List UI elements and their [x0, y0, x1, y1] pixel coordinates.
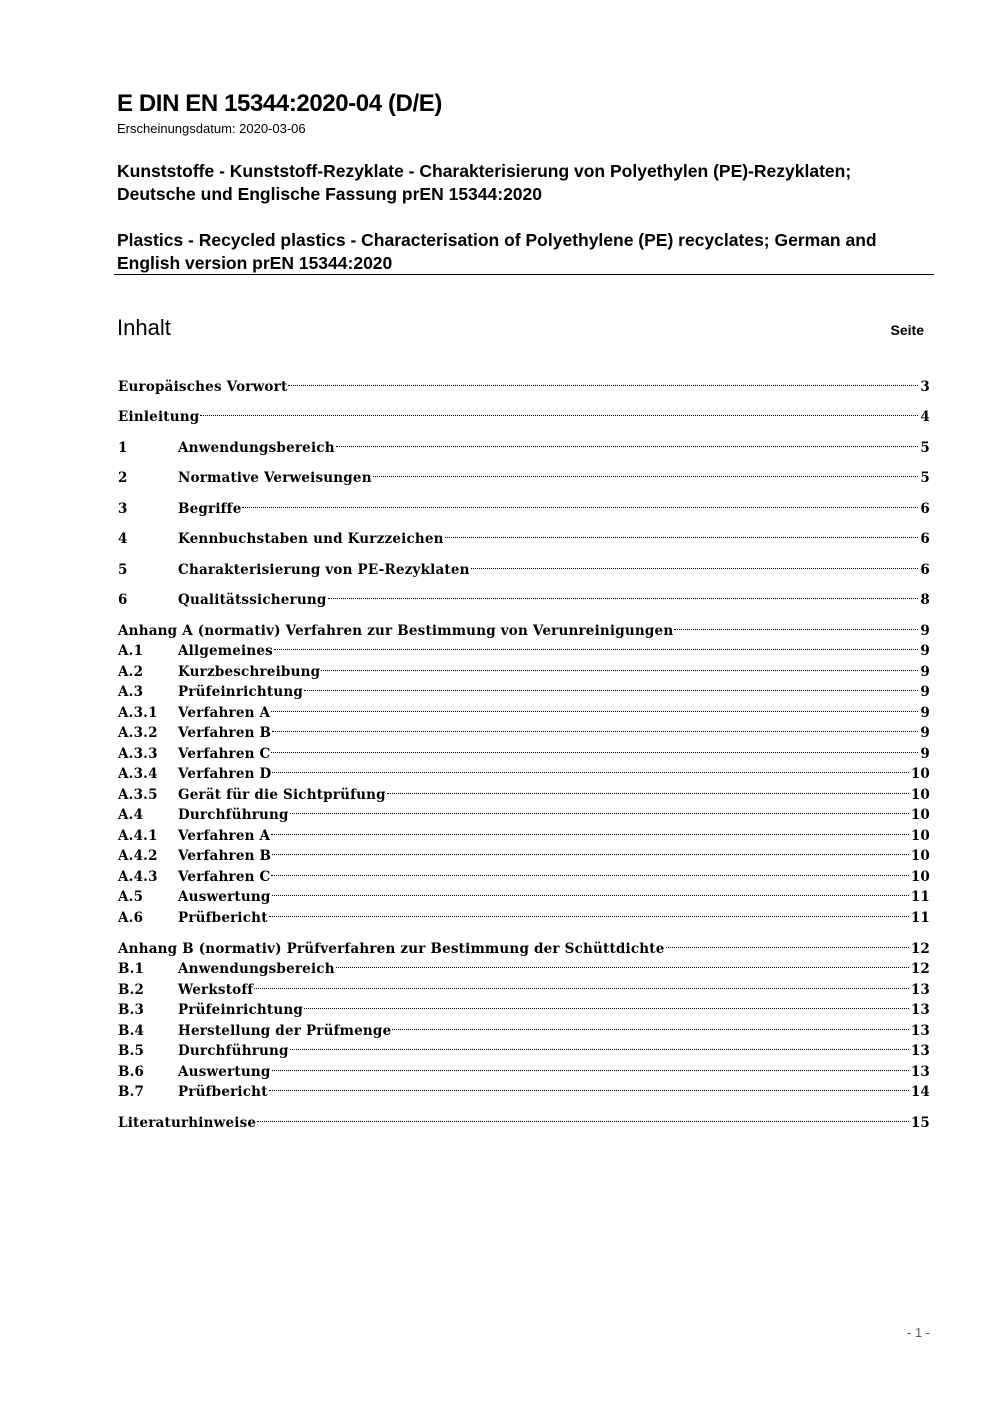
toc-entry-number: A.3.3: [118, 746, 158, 762]
toc-entry-title: Verfahren B: [178, 848, 272, 864]
toc-entry-title: Charakterisierung von PE-Rezyklaten: [178, 562, 470, 578]
toc-entry[interactable]: [118, 676, 930, 700]
toc-dot-leader: [254, 974, 909, 994]
toc-dot-leader: [242, 493, 919, 513]
toc-entry-page: 4: [920, 409, 930, 425]
toc-entry-number: B.5: [118, 1043, 145, 1059]
toc-dot-leader: [272, 840, 910, 860]
toc-dot-leader: [288, 371, 919, 391]
toc-entry-number: B.6: [118, 1064, 145, 1080]
toc-dot-leader: [271, 820, 910, 840]
toc-entry-title: Auswertung: [178, 1064, 271, 1080]
toc-entry-page: 12: [910, 941, 930, 957]
toc-entry-number: 4: [118, 531, 128, 547]
toc-entry-title: Gerät für die Sichtprüfung: [178, 787, 386, 803]
toc-entry[interactable]: [118, 902, 930, 926]
toc-dot-leader: [373, 462, 920, 482]
toc-entry-number: B.4: [118, 1023, 145, 1039]
toc-entry-title: Anwendungsbereich: [178, 440, 335, 456]
toc-entry-page: 15: [910, 1115, 930, 1131]
toc-entry[interactable]: [118, 994, 930, 1018]
toc-dot-leader: [674, 615, 919, 635]
toc-entry-title: Herstellung der Prüfmenge: [178, 1023, 392, 1039]
toc-entry[interactable]: [118, 974, 930, 998]
toc-dot-leader: [471, 554, 920, 574]
toc-entry[interactable]: [118, 401, 930, 425]
toc-entry-title: Prüfbericht: [178, 1084, 268, 1100]
toc-entry[interactable]: [118, 717, 930, 741]
publication-date: Erscheinungsdatum: 2020-03-06: [117, 121, 306, 136]
toc-dot-leader: [271, 738, 919, 758]
toc-entry-page: 13: [910, 1064, 930, 1080]
toc-entry[interactable]: [118, 1035, 930, 1059]
toc-entry-number: B.2: [118, 982, 145, 998]
toc-entry-title: Anwendungsbereich: [178, 961, 335, 977]
toc-entry[interactable]: [118, 635, 930, 659]
toc-entry-number: A.6: [118, 910, 144, 926]
toc-entry[interactable]: [118, 953, 930, 977]
toc-dot-leader: [257, 1107, 910, 1127]
toc-entry-title: Einleitung: [118, 409, 200, 425]
toc-entry-page: 10: [910, 848, 930, 864]
toc-entry-page: 9: [920, 623, 930, 639]
toc-entry-page: 12: [910, 961, 930, 977]
toc-entry[interactable]: [118, 615, 930, 639]
toc-dot-leader: [290, 1035, 910, 1055]
toc-entry[interactable]: [118, 523, 930, 547]
toc-entry-number: 3: [118, 501, 128, 517]
toc-entry-number: A.4: [118, 807, 144, 823]
toc-entry[interactable]: [118, 1015, 930, 1039]
toc-entry-page: 9: [920, 684, 930, 700]
toc-entry-number: A.3.5: [118, 787, 158, 803]
toc-dot-leader: [445, 523, 920, 543]
toc-entry-page: 6: [920, 501, 930, 517]
toc-entry-page: 13: [910, 1043, 930, 1059]
toc-entry-title: Anhang A (normativ) Verfahren zur Bestimmung von Verunreinigungen: [118, 623, 674, 639]
toc-entry-title: Verfahren A: [178, 828, 271, 844]
toc-entry-number: A.3.1: [118, 705, 158, 721]
toc-entry-page: 5: [920, 440, 930, 456]
toc-entry-page: 8: [920, 592, 930, 608]
toc-entry-page: 3: [920, 379, 930, 395]
toc-entry-page: 13: [910, 1002, 930, 1018]
toc-dot-leader: [269, 902, 910, 922]
toc-entry-number: 5: [118, 562, 128, 578]
toc-entry[interactable]: [118, 779, 930, 803]
document-id: E DIN EN 15344:2020-04 (D/E): [117, 90, 442, 117]
toc-entry[interactable]: [118, 738, 930, 762]
toc-dot-leader: [304, 676, 919, 696]
toc-entry-number: A.5: [118, 889, 144, 905]
toc-dot-leader: [271, 697, 919, 717]
toc-entry-title: Prüfbericht: [178, 910, 268, 926]
toc-dot-leader: [304, 994, 910, 1014]
toc-entry-page: 13: [910, 982, 930, 998]
toc-entry-title: Auswertung: [178, 889, 271, 905]
title-divider: [114, 274, 934, 275]
toc-entry-page: 9: [920, 705, 930, 721]
toc-dot-leader: [666, 933, 910, 953]
title-german: Kunststoffe - Kunststoff-Rezyklate - Charakterisierung von Polyethylen (PE)-Rezyklaten; Deutsche und Englische Fassung prEN 15344:2020: [117, 161, 852, 204]
toc-entry-title: Verfahren D: [178, 766, 272, 782]
toc-dot-leader: [274, 635, 919, 655]
toc-entry-number: A.2: [118, 664, 144, 680]
toc-dot-leader: [271, 861, 909, 881]
toc-entry-number: A.4.1: [118, 828, 158, 844]
toc-entry[interactable]: [118, 493, 930, 517]
toc-entry-number: 2: [118, 470, 128, 486]
toc-page-column-label: Seite: [890, 322, 924, 338]
toc-entry-page: 11: [910, 889, 930, 905]
toc-entry-title: Anhang B (normativ) Prüfverfahren zur Bestimmung der Schüttdichte: [118, 941, 665, 957]
toc-entry-title: Verfahren B: [178, 725, 272, 741]
toc-entry-number: A.1: [118, 643, 144, 659]
toc-entry-number: A.3.2: [118, 725, 158, 741]
toc-entry-title: Begriffe: [178, 501, 242, 517]
toc-dot-leader: [392, 1015, 909, 1035]
toc-entry-number: B.1: [118, 961, 145, 977]
toc-dot-leader: [272, 758, 909, 778]
toc-entry-page: 9: [920, 725, 930, 741]
toc-entry[interactable]: [118, 1056, 930, 1080]
toc-entry[interactable]: [118, 799, 930, 823]
toc-dot-leader: [321, 656, 919, 676]
toc-entry-title: Prüfeinrichtung: [178, 684, 304, 700]
toc-entry[interactable]: [118, 861, 930, 885]
toc-dot-leader: [272, 1056, 910, 1076]
toc-entry[interactable]: [118, 820, 930, 844]
toc-entry-number: A.4.3: [118, 869, 158, 885]
toc-heading: Inhalt: [117, 315, 171, 340]
toc-entry-number: A.3: [118, 684, 144, 700]
toc-entry-number: 6: [118, 592, 128, 608]
toc-entry[interactable]: [118, 697, 930, 721]
toc-entry-title: Durchführung: [178, 807, 289, 823]
toc-entry-number: B.7: [118, 1084, 145, 1100]
toc-entry[interactable]: [118, 462, 930, 486]
toc-entry-title: Werkstoff: [178, 982, 254, 998]
toc-entry[interactable]: [118, 371, 930, 395]
toc-entry-title: Normative Verweisungen: [178, 470, 372, 486]
toc-entry[interactable]: [118, 1107, 930, 1131]
toc-entry-number: A.3.4: [118, 766, 158, 782]
toc-entry[interactable]: [118, 881, 930, 905]
toc-dot-leader: [290, 799, 910, 819]
page-number: - 1 -: [906, 1325, 930, 1340]
toc-entry[interactable]: [118, 584, 930, 608]
toc-entry-page: 13: [910, 1023, 930, 1039]
toc-entry-page: 10: [910, 828, 930, 844]
toc-entry[interactable]: [118, 656, 930, 680]
toc-entry-page: 5: [920, 470, 930, 486]
toc-entry-page: 14: [910, 1084, 930, 1100]
toc-dot-leader: [328, 584, 920, 604]
toc-dot-leader: [336, 432, 920, 452]
toc-entry-title: Kurzbeschreibung: [178, 664, 321, 680]
toc-entry-title: Literaturhinweise: [118, 1115, 257, 1131]
toc-entry[interactable]: [118, 432, 930, 456]
toc-entry-page: 10: [910, 869, 930, 885]
toc-entry-page: 6: [920, 531, 930, 547]
toc-entry[interactable]: [118, 554, 930, 578]
toc-dot-leader: [336, 953, 910, 973]
toc-entry-title: Verfahren C: [178, 746, 271, 762]
toc-entry-title: Verfahren A: [178, 705, 271, 721]
toc-entry-title: Verfahren C: [178, 869, 271, 885]
toc-entry-page: 10: [910, 787, 930, 803]
toc-entry-title: Prüfeinrichtung: [178, 1002, 304, 1018]
toc-entry-page: 6: [920, 562, 930, 578]
toc-dot-leader: [200, 401, 919, 421]
toc-dot-leader: [272, 881, 910, 901]
toc-entry-page: 10: [910, 766, 930, 782]
toc-entry-title: Allgemeines: [178, 643, 273, 659]
toc-entry-title: Qualitätssicherung: [178, 592, 327, 608]
toc-entry-number: A.4.2: [118, 848, 158, 864]
toc-entry-number: 1: [118, 440, 128, 456]
toc-entry-title: Europäisches Vorwort: [118, 379, 288, 395]
toc-dot-leader: [269, 1076, 910, 1096]
toc-entry-page: 11: [910, 910, 930, 926]
toc-entry-page: 9: [920, 746, 930, 762]
toc-entry-title: Durchführung: [178, 1043, 289, 1059]
toc-entry[interactable]: [118, 933, 930, 957]
toc-entry-page: 10: [910, 807, 930, 823]
toc-entry[interactable]: [118, 1076, 930, 1100]
toc-entry-page: 9: [920, 643, 930, 659]
toc-entry-page: 9: [920, 664, 930, 680]
title-english: Plastics - Recycled plastics - Characterisation of Polyethylene (PE) recyclates; German and English version prEN 15344:2020: [117, 230, 877, 273]
toc-entry[interactable]: [118, 840, 930, 864]
toc-entry-number: B.3: [118, 1002, 145, 1018]
toc-entry[interactable]: [118, 758, 930, 782]
toc-entry-title: Kennbuchstaben und Kurzzeichen: [178, 531, 444, 547]
toc-dot-leader: [272, 717, 919, 737]
toc-dot-leader: [387, 779, 910, 799]
